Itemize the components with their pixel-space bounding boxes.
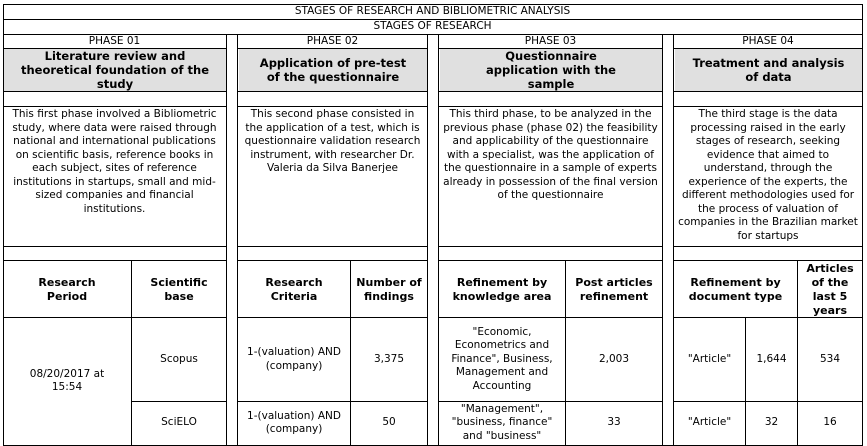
row-1-post-refinement: 2,003 xyxy=(598,352,630,365)
row-2-base: SciELO xyxy=(161,416,197,429)
grid-line xyxy=(439,401,663,402)
col-refinement-document: Refinement by document type xyxy=(688,275,783,303)
grid-line xyxy=(673,34,674,446)
grid-line xyxy=(674,91,863,92)
col-refinement-knowledge: Refinement by knowledge area xyxy=(452,275,552,303)
grid-line xyxy=(131,260,132,446)
grid-line xyxy=(674,260,863,261)
phase-2-heading: Application of pre-test of the questionnaire xyxy=(239,49,427,91)
row-1-base: Scopus xyxy=(160,352,198,365)
phase-2-description: This second phase consisted in the application of a test, which is questionnaire validation research instrument, with researcher Dr. Valeria da Silva Banerjee xyxy=(244,108,421,174)
col-post-articles: Post articles refinement xyxy=(575,275,653,303)
phase-1-description: This first phase involved a Bibliometric study, where data were raised through national and international publications on scientific basis, reference books in each subject, sites of reference institutions in startups, small and mid-sized companies and financial institutions. xyxy=(12,108,217,215)
col-number-of-findings: Number of findings xyxy=(356,275,422,303)
col-scientific-base: Scientific base xyxy=(150,275,208,303)
grid-line xyxy=(3,91,227,92)
grid-line xyxy=(3,246,227,247)
grid-line xyxy=(674,317,863,318)
grid-line xyxy=(439,317,663,318)
grid-line xyxy=(238,48,428,49)
row-2-last5: 16 xyxy=(823,416,837,429)
grid-line xyxy=(439,260,663,261)
grid-line xyxy=(238,106,428,107)
phase-3-label: PHASE 03 xyxy=(524,34,577,47)
grid-line xyxy=(3,48,227,49)
phase-4-label: PHASE 04 xyxy=(742,34,794,47)
grid-line xyxy=(238,317,428,318)
table-subtitle: STAGES OF RESEARCH xyxy=(373,20,492,33)
grid-line xyxy=(237,34,238,446)
row-2-findings: 50 xyxy=(382,416,396,429)
grid-line xyxy=(674,246,863,247)
grid-line xyxy=(3,317,227,318)
grid-line xyxy=(439,246,663,247)
grid-line xyxy=(131,401,227,402)
grid-line xyxy=(3,260,227,261)
phase-3-heading: Questionnaire application with the sample xyxy=(440,49,662,91)
grid-line xyxy=(3,106,227,107)
row-2-doc-count: 32 xyxy=(764,416,779,429)
row-2-knowledge-area: "Management", "business, finance" and "business" xyxy=(451,402,553,442)
phase-1-label: PHASE 01 xyxy=(88,34,141,47)
grid-line xyxy=(565,260,566,446)
phase-4-description: The third stage is the data processing raised in the early stages of research, seeking evidence that aimed to understand, through the experience of the experts, the different methodologies used for the process of valuation of companies in the Brazilian market for startups xyxy=(678,108,858,242)
row-2-doc-type: "Article" xyxy=(687,416,732,429)
grid-line xyxy=(745,317,746,446)
grid-line xyxy=(238,246,428,247)
col-research-period: Research Period xyxy=(38,275,96,303)
col-research-criteria: Research Criteria xyxy=(265,275,323,303)
research-period-value: 08/20/2017 at 15:54 xyxy=(29,367,105,393)
row-1-knowledge-area: "Economic, Econometrics and Finance", Business, Management and Accounting xyxy=(451,325,553,392)
col-articles-last5: Articles of the last 5 years xyxy=(806,261,854,317)
row-2-post-refinement: 33 xyxy=(607,416,621,429)
row-2-criteria: 1-(valuation) AND (company) xyxy=(247,409,341,435)
table-title: STAGES OF RESEARCH AND BIBLIOMETRIC ANALYSIS xyxy=(294,5,571,18)
grid-line xyxy=(438,34,439,446)
row-1-doc-count: 1,644 xyxy=(756,352,787,365)
grid-line xyxy=(662,34,663,446)
grid-line xyxy=(350,260,351,446)
row-1-findings: 3,375 xyxy=(373,352,405,365)
grid-line xyxy=(3,19,863,20)
row-1-criteria: 1-(valuation) AND (company) xyxy=(247,346,341,372)
grid-line xyxy=(439,106,663,107)
grid-line xyxy=(674,401,863,402)
phase-4-heading: Treatment and analysis of data xyxy=(675,49,862,91)
grid-line xyxy=(238,260,428,261)
grid-line xyxy=(238,91,428,92)
grid-line xyxy=(3,4,863,5)
grid-line xyxy=(439,91,663,92)
grid-line xyxy=(797,260,798,446)
grid-line xyxy=(674,48,863,49)
grid-line xyxy=(226,34,227,446)
row-1-doc-type: "Article" xyxy=(687,352,732,365)
grid-line xyxy=(439,48,663,49)
row-1-last5: 534 xyxy=(819,352,841,365)
grid-line xyxy=(674,106,863,107)
grid-line xyxy=(3,4,4,446)
phase-3-description: This third phase, to be analyzed in the previous phase (phase 02) the feasibility and applicability of the questionnaire with a specialist, was the application of the questionnaire in a sample of experts already in possession of the final version of the questionnaire xyxy=(443,108,658,201)
grid-line xyxy=(427,34,428,446)
grid-line xyxy=(862,4,863,446)
grid-line xyxy=(3,34,863,35)
phase-2-label: PHASE 02 xyxy=(306,34,359,47)
grid-line xyxy=(238,401,428,402)
phase-1-heading: Literature review and theoretical foundation of the study xyxy=(4,49,226,91)
